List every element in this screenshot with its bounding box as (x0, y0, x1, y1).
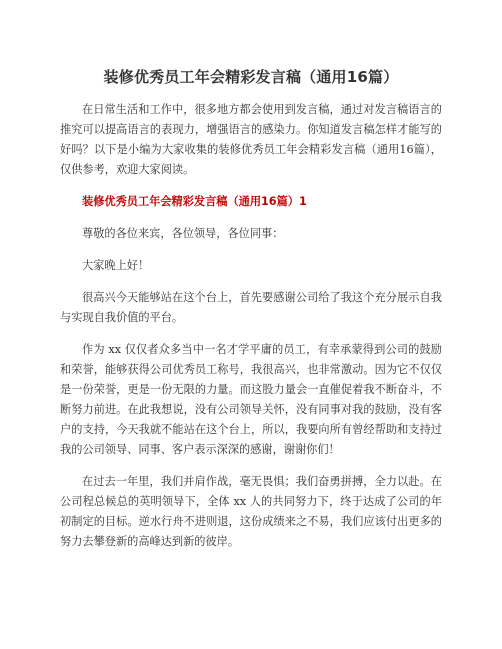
body-paragraph: 很高兴今天能够站在这个台上，首先要感谢公司给了我这个充分展示自我与实现自我价值的平台。 (60, 291, 442, 324)
section-heading: 装修优秀员工年会精彩发言稿（通用16篇）1 (82, 195, 307, 208)
body-paragraph: 作为 xx 仅仅者众多当中一名才学平庸的员工，有幸承蒙得到公司的鼓励和荣誉，能够获得公司优秀员工称号，我很高兴，也非常激动。因为它不仅仅是一份荣誉，更是一份无限的力量。而这股力量会一直催促着我不断奋斗，不断努力前进。在此我想说，没有公司领导关怀，没有同事对我的鼓励，没有客户的支持，今天我就不能站在这个台上，所以，我要向所有曾经帮助和支持过我的公司领导、同事、客户表示深深的感谢，谢谢你们！ (60, 343, 442, 456)
intro-paragraph: 在日常生活和工作中，很多地方都会使用到发言稿，通过对发言稿语言的推究可以提高语言的表现力，增强语言的感染力。你知道发言稿怎样才能写的好吗？以下是小编为大家收集的装修优秀员工年会精彩发言稿（通用16篇），仅供参考，欢迎大家阅读。 (60, 103, 442, 176)
body-paragraph: 大家晚上好！ (82, 259, 150, 272)
body-paragraph: 在过去一年里，我们并肩作战，毫无畏惧；我们奋勇拼搏，全力以赴。在公司程总候总的英明领导下，全体 xx 人的共同努力下，终于达成了公司的年初制定的目标。逆水行舟不进则退，这份成绩来之不易，我们应该付出更多的努力去攀登新的高峰达到新的彼岸。 (60, 475, 442, 548)
document-body (60, 100, 442, 564)
document-title: 装修优秀员工年会精彩发言稿（通用16篇） (103, 68, 399, 86)
body-paragraph: 尊敬的各位来宾，各位领导，各位同事： (82, 227, 284, 240)
